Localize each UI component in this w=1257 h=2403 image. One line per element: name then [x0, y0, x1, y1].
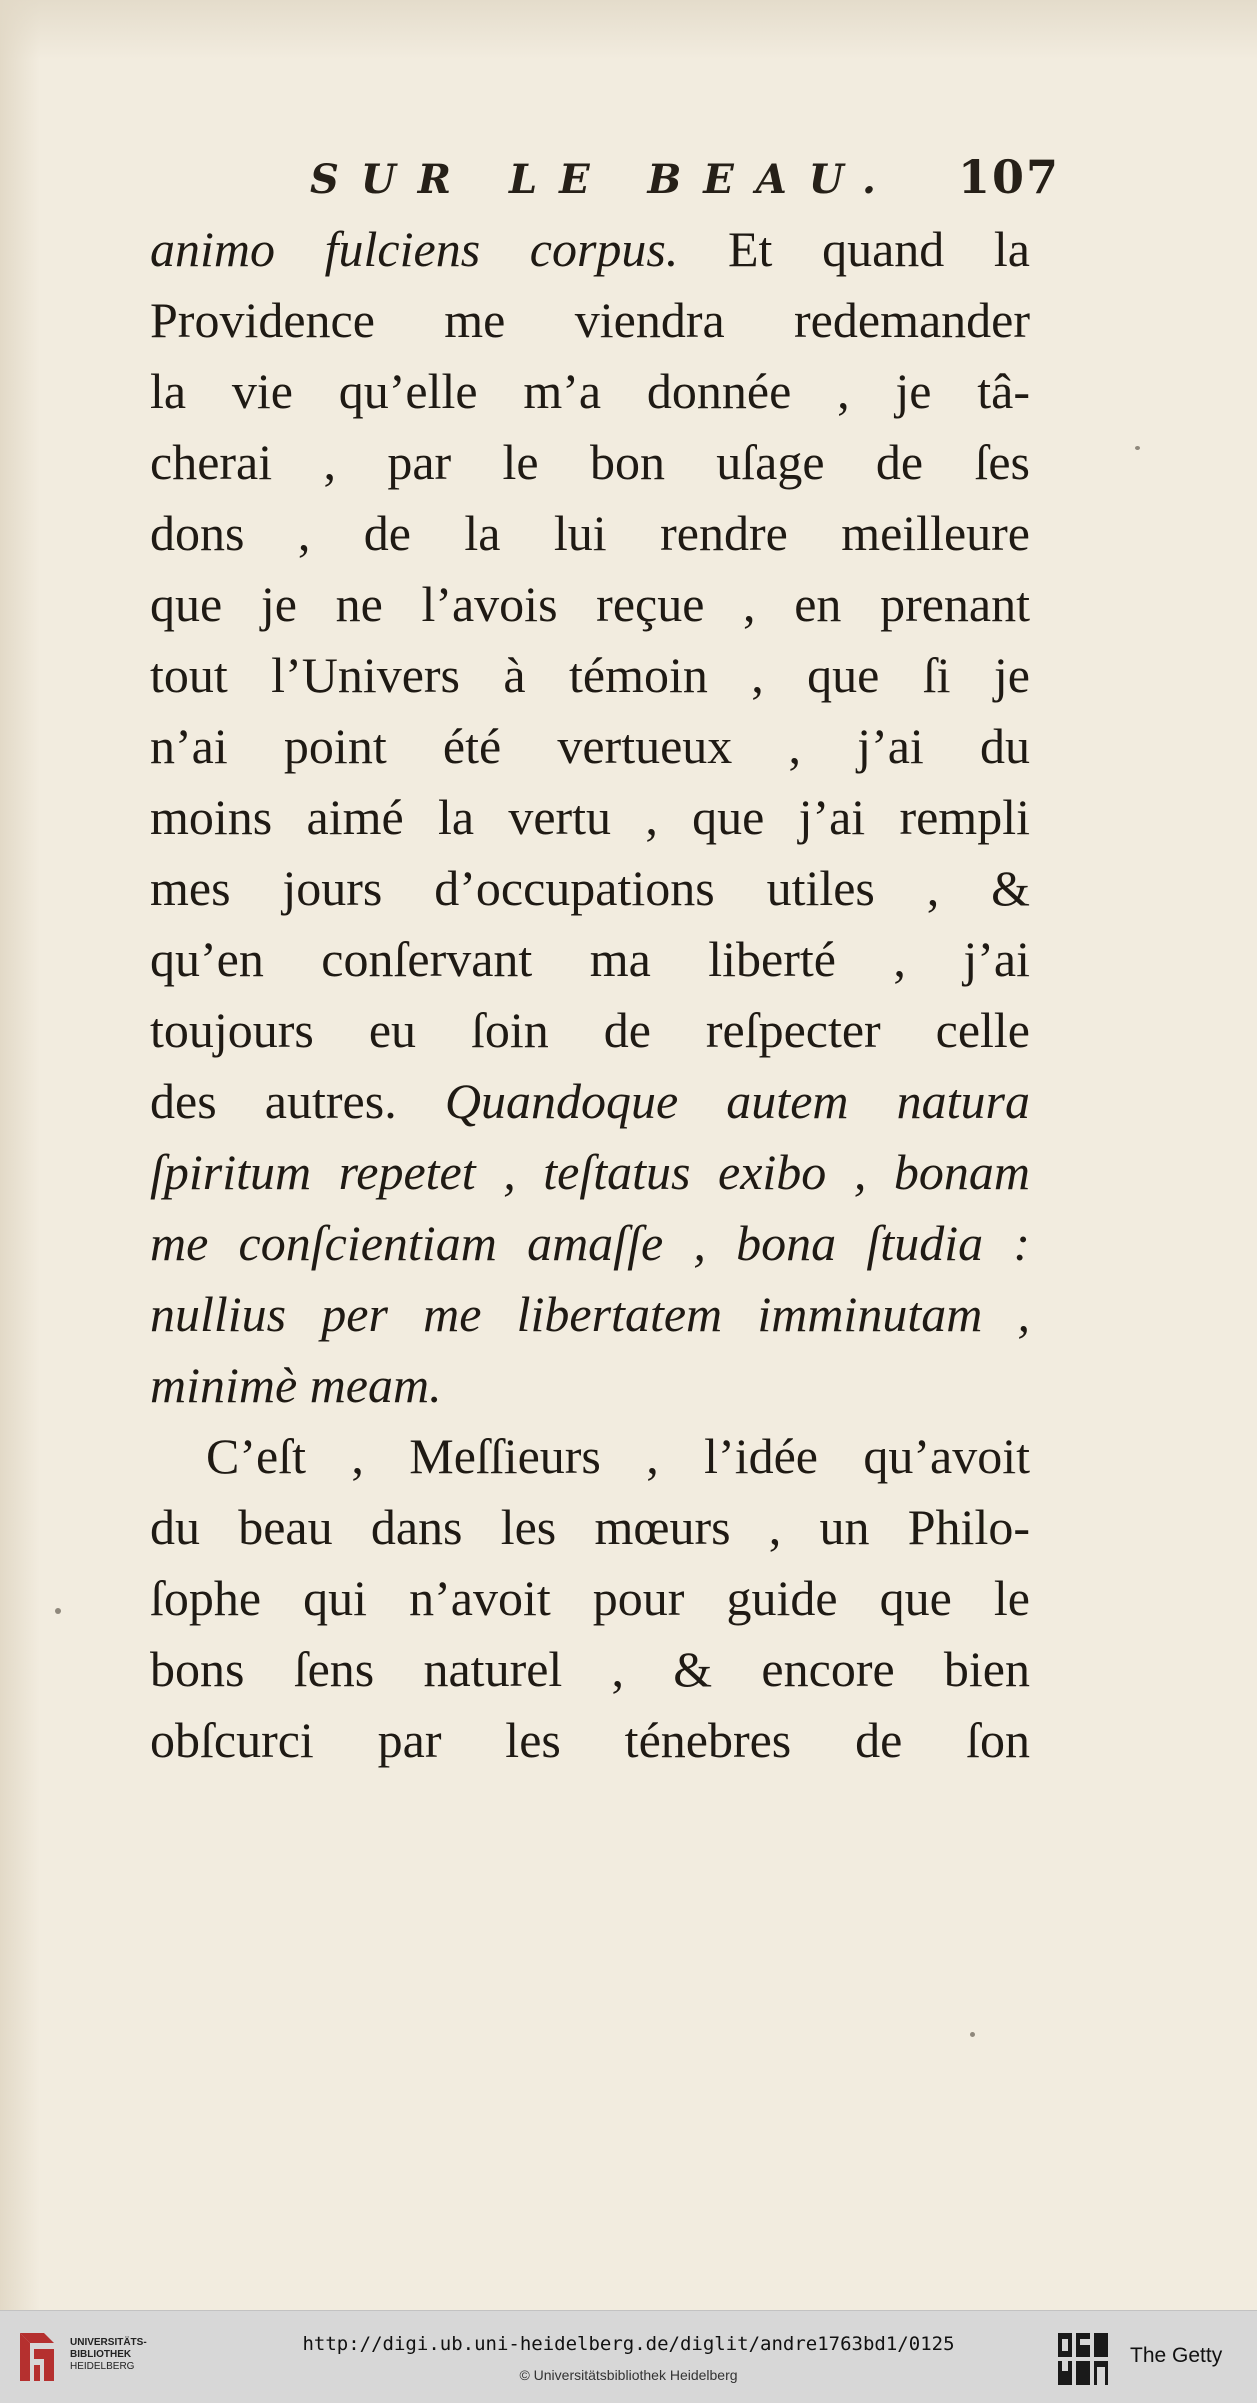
copyright-notice: © Universitätsbibliothek Heidelberg	[519, 2367, 738, 2383]
text-line	[150, 1492, 1030, 1563]
italic-text-segment: animo fulciens corpus.	[150, 221, 679, 277]
page-number: 107	[957, 150, 1060, 204]
text-line	[150, 640, 1030, 711]
italic-text-segment: nullius per me libertatem imminutam ,	[150, 1286, 1030, 1342]
text-line	[150, 853, 1030, 924]
text-segment: ſophe qui n’avoit pour guide que le	[150, 1570, 1030, 1626]
library-name-line-3: HEIDELBERG	[70, 2361, 135, 2372]
text-line	[150, 1208, 1030, 1279]
viewer-footer	[0, 2310, 1257, 2403]
text-line	[150, 427, 1030, 498]
text-line	[150, 995, 1030, 1066]
text-segment: cherai , par le bon uſage de ſes	[150, 434, 1030, 490]
text-line	[150, 569, 1030, 640]
text-line	[150, 711, 1030, 782]
text-segment: Providence me viendra redemander	[150, 292, 1030, 348]
text-segment: la vie qu’elle m’a donnée , je tâ-	[150, 363, 1030, 419]
text-segment: C’eſt , Meſſieurs , l’idée qu’avoit	[206, 1428, 1030, 1484]
paper-speck	[55, 1608, 61, 1614]
text-segment: n’ai point été vertueux , j’ai du	[150, 718, 1030, 774]
text-line	[150, 1066, 1030, 1137]
text-line	[150, 1634, 1030, 1705]
text-segment: du beau dans les mœurs , un Philo-	[150, 1499, 1030, 1555]
text-segment: que je ne l’avois reçue , en prenant	[150, 576, 1030, 632]
text-segment: moins aimé la vertu , que j’ai rempli	[150, 789, 1030, 845]
text-segment: Et quand la	[678, 221, 1030, 277]
text-line	[150, 1563, 1030, 1634]
text-segment: bons ſens naturel , & encore bien	[150, 1641, 1030, 1697]
text-segment: qu’en conſervant ma liberté , j’ai	[150, 931, 1030, 987]
body-text	[150, 214, 1030, 1776]
text-line	[150, 1279, 1030, 1350]
text-line	[150, 1137, 1030, 1208]
italic-text-segment: ſpiritum repetet , teſtatus exibo , bonam	[150, 1144, 1030, 1200]
permalink-url[interactable]: http://digi.ub.uni-heidelberg.de/diglit/andre1763bd1/0125	[302, 2333, 955, 2355]
text-line	[150, 1421, 1030, 1492]
text-segment: tout l’Univers à témoin , que ſi je	[150, 647, 1030, 703]
text-line	[150, 1350, 1030, 1421]
text-segment: des autres.	[150, 1073, 445, 1129]
text-line	[150, 782, 1030, 853]
text-segment: toujours eu ſoin de reſpecter celle	[150, 1002, 1030, 1058]
italic-text-segment: Quandoque autem natura	[444, 1073, 1030, 1129]
running-head: SUR LE BEAU.	[310, 156, 898, 203]
text-segment: dons , de la lui rendre meilleure	[150, 505, 1030, 561]
getty-logo-icon	[1056, 2331, 1110, 2387]
text-segment: mes jours d’occupations utiles , &	[150, 860, 1030, 916]
page-header	[310, 150, 1060, 204]
text-segment: obſcurci par les ténebres de ſon	[150, 1712, 1030, 1768]
text-line	[150, 924, 1030, 995]
paper-speck	[1135, 446, 1140, 450]
text-line	[150, 285, 1030, 356]
italic-text-segment: minimè meam.	[150, 1357, 442, 1413]
text-line	[150, 214, 1030, 285]
library-name-line-2: BIBLIOTHEK	[70, 2349, 132, 2360]
text-line	[150, 1705, 1030, 1776]
text-line	[150, 356, 1030, 427]
paper-speck	[970, 2032, 975, 2037]
library-name-line-1: UNIVERSITÄTS-	[70, 2337, 147, 2348]
italic-text-segment: me conſcientiam amaſſe , bona ſtudia :	[150, 1215, 1030, 1271]
partner-name: The Getty	[1130, 2344, 1223, 2367]
text-line	[150, 498, 1030, 569]
